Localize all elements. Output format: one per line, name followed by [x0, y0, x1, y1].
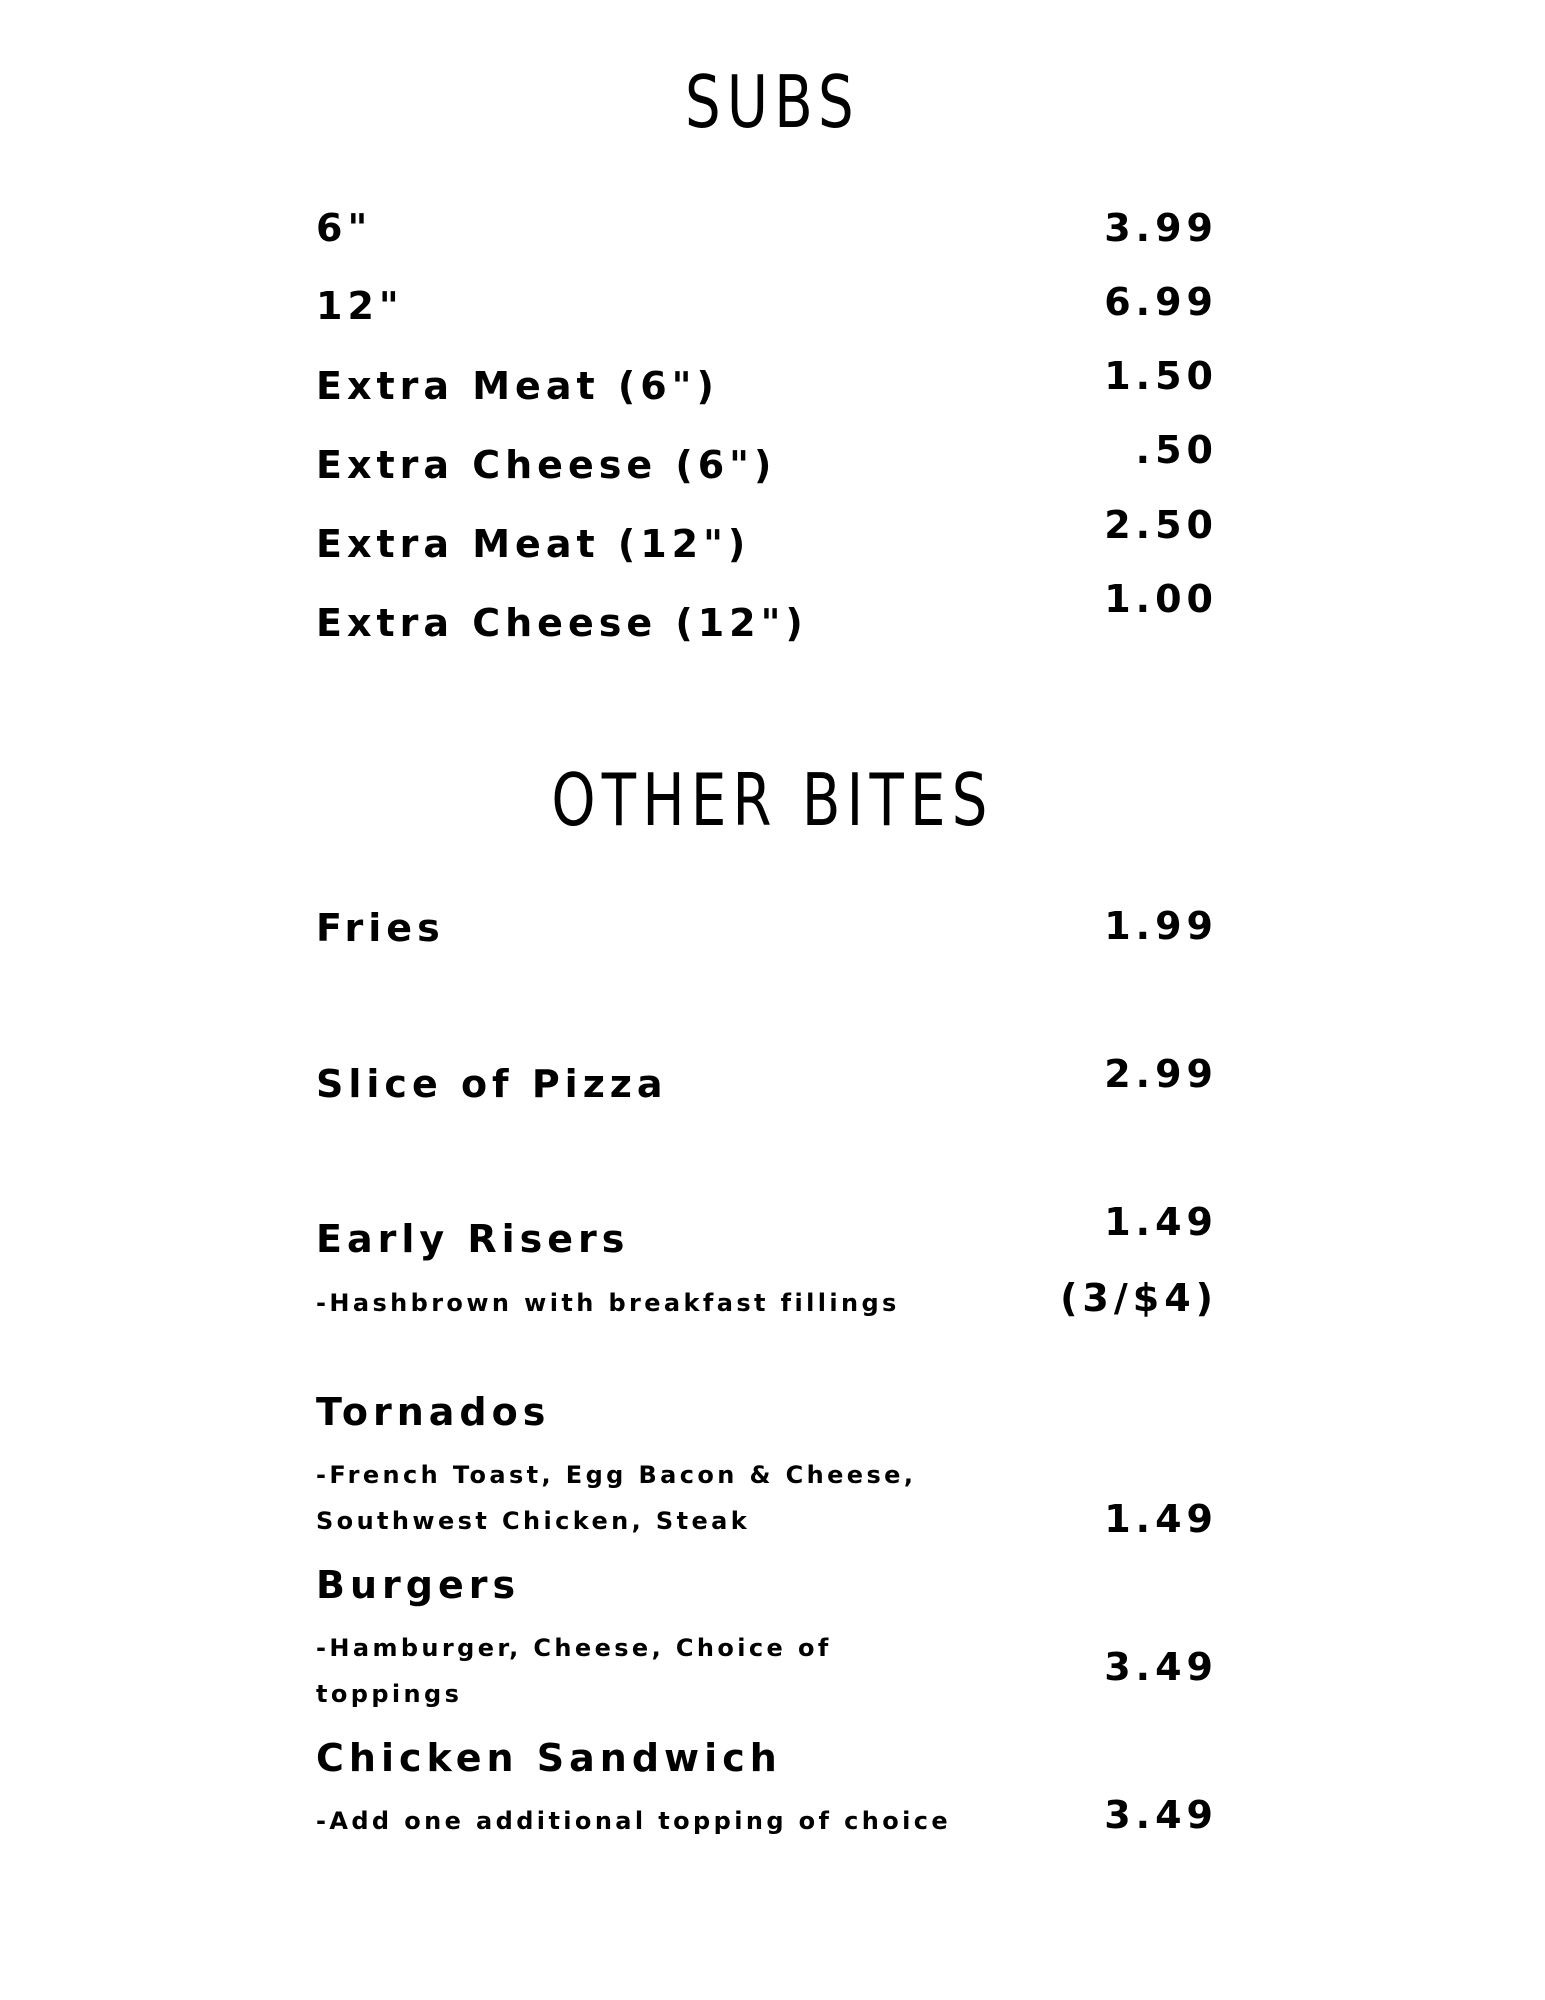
menu-item-name: Slice of Pizza — [316, 1062, 668, 1106]
menu-item-name: Extra Cheese (6") — [316, 443, 777, 487]
menu-item-price: 1.00 — [1104, 577, 1218, 621]
menu-item-price: 3.99 — [1104, 206, 1218, 250]
menu-item-price: 3.49 — [1104, 1793, 1218, 1837]
menu-item-price: .50 — [1135, 428, 1218, 472]
menu-item-price: 3.49 — [1104, 1645, 1218, 1689]
menu-item-description: -Add one additional topping of choice — [316, 1807, 952, 1835]
menu-item-name: Fries — [316, 906, 445, 950]
menu-item-price: 1.99 — [1104, 904, 1218, 948]
menu-item-price: 1.49 — [1104, 1497, 1218, 1541]
menu-item-name: 12" — [316, 284, 404, 328]
menu-item-price: 2.99 — [1104, 1052, 1218, 1096]
menu-item-name: Chicken Sandwich — [316, 1736, 782, 1780]
menu-item-name: Tornados — [316, 1390, 551, 1434]
menu-item-name: Extra Cheese (12") — [316, 601, 808, 645]
menu-item-price: 1.50 — [1104, 354, 1218, 398]
menu-item-price: 1.49 — [1104, 1200, 1218, 1244]
menu-item-price: 2.50 — [1104, 503, 1218, 547]
menu-item-name: Burgers — [316, 1563, 521, 1607]
menu-item-name: 6" — [316, 206, 373, 250]
menu-item-price-note: (3/$4) — [1060, 1276, 1218, 1320]
menu-item-price: 6.99 — [1104, 280, 1218, 324]
menu-item-description: toppings — [316, 1680, 463, 1708]
menu-item-name: Extra Meat (12") — [316, 522, 751, 566]
menu-item-description: -Hashbrown with breakfast fillings — [316, 1289, 900, 1317]
menu-item-description: Southwest Chicken, Steak — [316, 1507, 751, 1535]
menu-item-name: Extra Meat (6") — [316, 364, 719, 408]
menu-item-name: Early Risers — [316, 1217, 630, 1261]
menu-item-description: -French Toast, Egg Bacon & Cheese, — [316, 1461, 917, 1489]
menu-item-description: -Hamburger, Cheese, Choice of — [316, 1634, 832, 1662]
subs-heading: SUBS — [685, 60, 860, 144]
other-bites-heading: OTHER BITES — [551, 758, 994, 842]
